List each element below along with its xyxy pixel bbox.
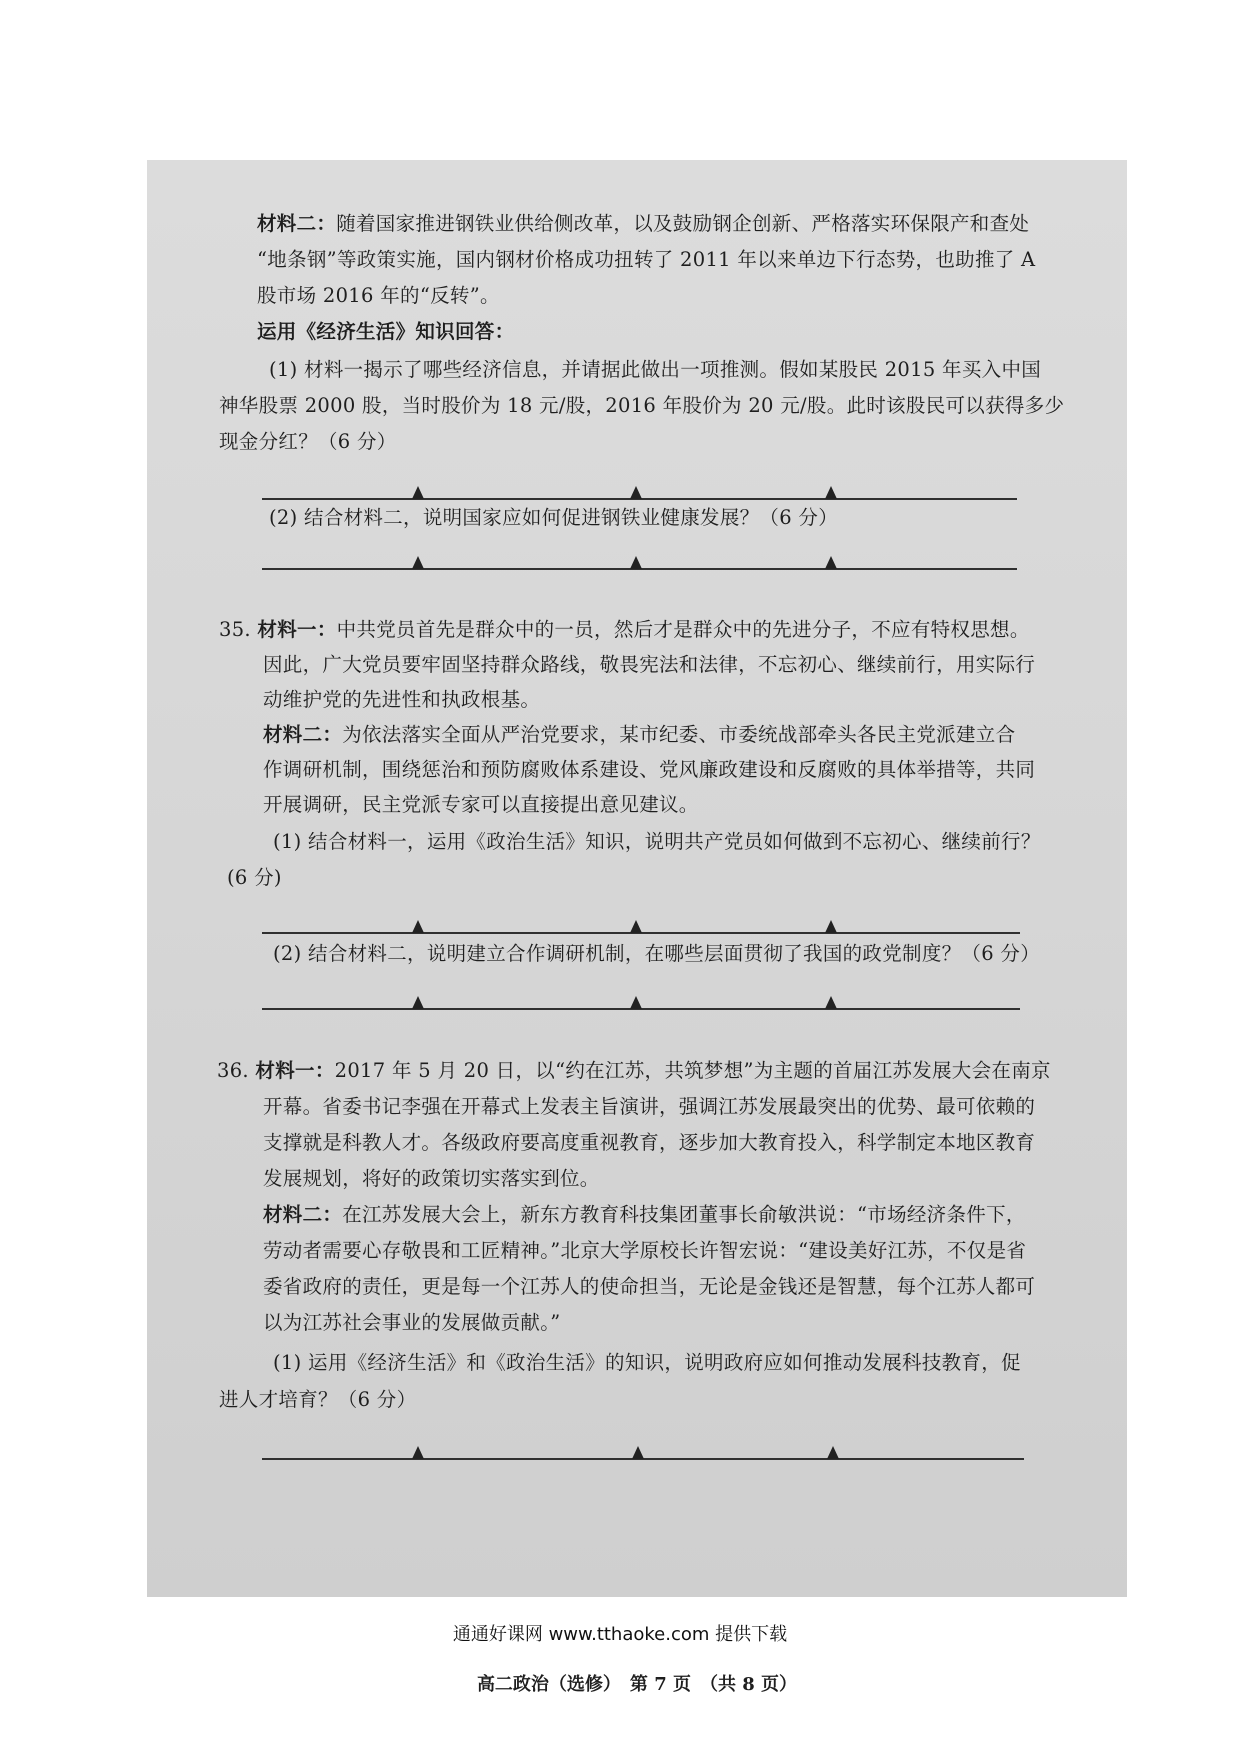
q36-material1-line2: 开幕。省委书记李强在开幕式上发表主旨演讲，强调江苏发展最突出的优势、最可依赖的 bbox=[263, 1095, 1036, 1118]
answer-line bbox=[262, 912, 1020, 934]
q36-material1-line4: 发展规划，将好的政策切实落实到位。 bbox=[263, 1167, 600, 1190]
q34-sub1-line1: (1) 材料一揭示了哪些经济信息，并请据此做出一项推测。假如某股民 2015 年买入中国 bbox=[269, 358, 1042, 381]
q35-material2-line3: 开展调研，民主党派专家可以直接提出意见建议。 bbox=[263, 793, 699, 816]
triangle-marker bbox=[412, 920, 424, 933]
triangle-marker bbox=[825, 920, 837, 933]
q34-sub2: (2) 结合材料二，说明国家应如何促进钢铁业健康发展？（6 分） bbox=[269, 506, 839, 529]
triangle-marker bbox=[827, 1446, 839, 1459]
triangle-marker bbox=[632, 1446, 644, 1459]
q34-material2-line1: 材料二：随着国家推进钢铁业供给侧改革，以及鼓励钢企创新、严格落实环保限产和查处 bbox=[257, 212, 1030, 235]
answer-line bbox=[262, 988, 1020, 1010]
download-watermark: 通通好课网 www.tthaoke.com 提供下载 bbox=[452, 1624, 788, 1645]
q35-material2-line2: 作调研机制，围绕惩治和预防腐败体系建设、党风廉政建设和反腐败的具体举措等，共同 bbox=[263, 758, 1036, 781]
triangle-marker bbox=[630, 920, 642, 933]
q35-sub2: (2) 结合材料二，说明建立合作调研机制，在哪些层面贯彻了我国的政党制度？（6 分） bbox=[273, 942, 1041, 965]
q35-material1-line1: 35. 材料一：中共党员首先是群众中的一员，然后才是群众中的先进分子，不应有特权思想。 bbox=[219, 618, 1030, 641]
triangle-marker bbox=[630, 556, 642, 569]
q35-sub1-line2: (6 分) bbox=[227, 866, 282, 889]
q35-material1-line2: 因此，广大党员要牢固坚持群众路线，敬畏宪法和法律，不忘初心、继续前行，用实际行 bbox=[263, 653, 1036, 676]
q35-material1-line3: 动维护党的先进性和执政根基。 bbox=[263, 688, 541, 711]
triangle-marker bbox=[630, 486, 642, 499]
triangle-marker bbox=[412, 486, 424, 499]
q34-sub1-line3: 现金分红？（6 分） bbox=[219, 430, 397, 453]
triangle-marker bbox=[412, 556, 424, 569]
answer-line bbox=[262, 478, 1017, 500]
q36-material2-line2: 劳动者需要心存敬畏和工匠精神。”北京大学原校长许智宏说：“建设美好江苏，不仅是省 bbox=[263, 1239, 1027, 1262]
q36-material1-line1: 36. 材料一：2017 年 5 月 20 日，以“约在江苏，共筑梦想”为主题的首届江苏发展大会在南京 bbox=[217, 1059, 1051, 1082]
page-footer: 高二政治（选修） 第 7 页 （共 8 页） bbox=[476, 1674, 798, 1695]
q34-instruction: 运用《经济生活》知识回答： bbox=[257, 320, 515, 343]
triangle-marker bbox=[825, 996, 837, 1009]
q36-material2-line1: 材料二：在江苏发展大会上，新东方教育科技集团董事长俞敏洪说：“市场经济条件下， bbox=[263, 1203, 1026, 1226]
answer-line bbox=[262, 1438, 1024, 1460]
q36-sub1-line2: 进人才培育？（6 分） bbox=[219, 1388, 417, 1411]
q34-sub1-line2: 神华股票 2000 股，当时股价为 18 元/股，2016 年股价为 20 元/股。此时该股民可以获得多少 bbox=[219, 394, 1065, 417]
q34-material2-line2: “地条钢”等政策实施，国内钢材价格成功扭转了 2011 年以来单边下行态势，也助推了 A bbox=[257, 248, 1036, 271]
triangle-marker bbox=[412, 996, 424, 1009]
triangle-marker bbox=[825, 486, 837, 499]
q34-material2-line3: 股市场 2016 年的“反转”。 bbox=[257, 284, 500, 307]
q36-material2-line4: 以为江苏社会事业的发展做贡献。” bbox=[263, 1311, 561, 1334]
q36-material2-line3: 委省政府的责任，更是每一个江苏人的使命担当，无论是金钱还是智慧，每个江苏人都可 bbox=[263, 1275, 1036, 1298]
q35-material2-line1: 材料二：为依法落实全面从严治党要求，某市纪委、市委统战部牵头各民主党派建立合 bbox=[263, 723, 1016, 746]
triangle-marker bbox=[630, 996, 642, 1009]
q35-sub1-line1: (1) 结合材料一，运用《政治生活》知识，说明共产党员如何做到不忘初心、继续前行？ bbox=[273, 830, 1041, 853]
answer-line bbox=[262, 548, 1017, 570]
q36-sub1-line1: (1) 运用《经济生活》和《政治生活》的知识，说明政府应如何推动发展科技教育，促 bbox=[273, 1351, 1021, 1374]
triangle-marker bbox=[825, 556, 837, 569]
triangle-marker bbox=[412, 1446, 424, 1459]
q36-material1-line3: 支撑就是科教人才。各级政府要高度重视教育，逐步加大教育投入，科学制定本地区教育 bbox=[263, 1131, 1036, 1154]
